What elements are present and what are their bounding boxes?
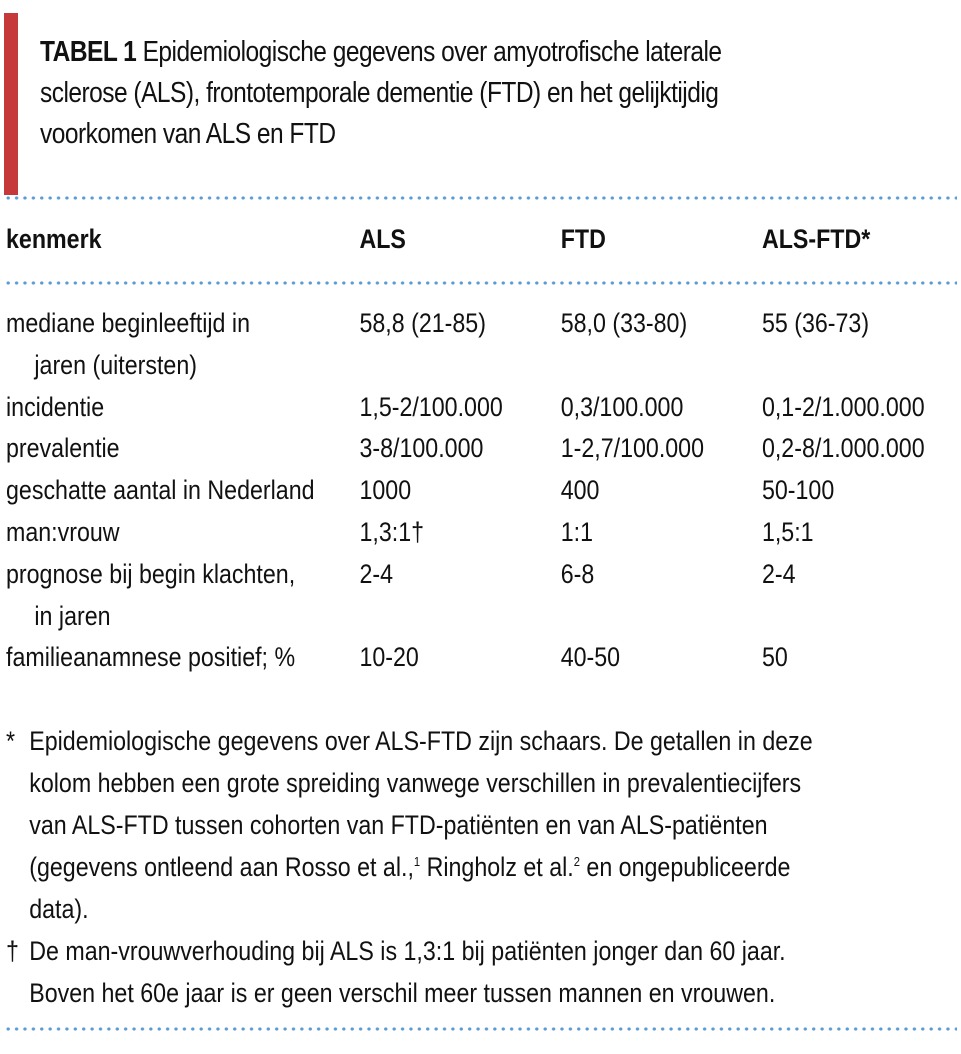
title-line-3: voorkomen van ALS en FTD (40, 118, 336, 150)
footnote-mark: * (6, 726, 16, 756)
footnote-dagger: † De man-vrouwverhouding bij ALS is 1,3:1 bij patiënten jonger dan 60 jaar. Boven het 60e jaar is er geen verschil meer tussen mannen en vrouwen. (6, 930, 952, 1014)
reference-1: 1 (413, 854, 421, 869)
table-label: TABEL 1 (40, 36, 137, 68)
title-line-2: sclerose (ALS), frontotemporale dementie (FTD) en het gelijktijdig (40, 77, 719, 109)
dotted-rule-bottom (4, 1027, 957, 1031)
header-als-ftd: ALS-FTD* (761, 224, 871, 254)
dotted-rule-header (4, 281, 957, 285)
title-line-1: TABEL 1 Epidemiologische gegevens over amyotrofische laterale (40, 36, 722, 68)
header-als: ALS (359, 224, 406, 254)
header-ftd: FTD (560, 224, 606, 254)
header-kenmerk: kenmerk (6, 224, 102, 254)
dotted-rule-top (4, 196, 957, 200)
accent-bar (4, 13, 18, 195)
footnote-asterisk: * Epidemiologische gegevens over ALS-FTD zijn schaars. De getallen in deze kolom hebben een grote spreiding vanwege verschillen in prevalentiecijfers van ALS-FTD tussen cohorten van FTD-patiënten en van ALS-patiënten (gegevens ontleend aan Rosso et al.,$^1$ Ringholz et al.$^2$ en ongepubliceerde data). (6, 720, 952, 930)
footnote-mark: † (6, 936, 19, 966)
table-title (40, 32, 934, 155)
reference-2: 2 (573, 854, 580, 869)
